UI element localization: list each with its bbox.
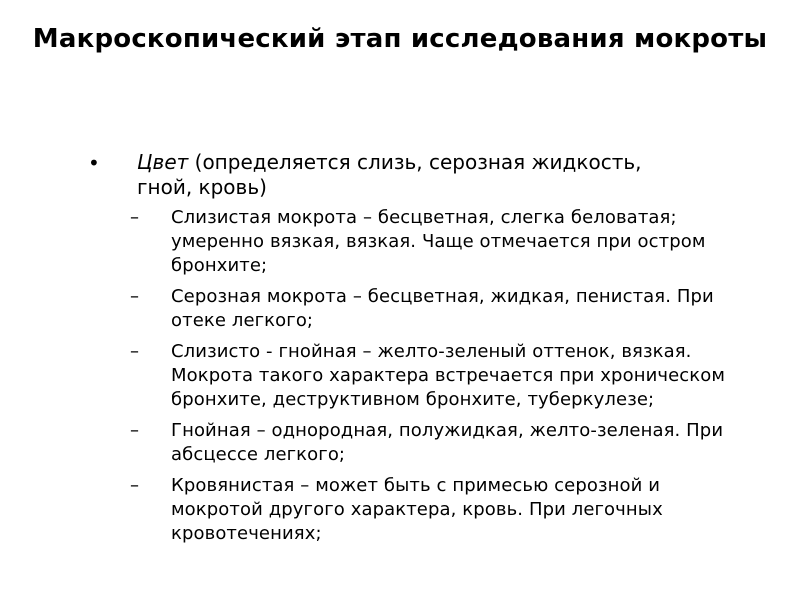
list-item-text: Слизистая мокрота – бесцветная, слегка беловатая; умеренно вязкая, вязкая. Чаще отмечается при остром бронхите;	[171, 207, 706, 276]
bullet-rest: (определяется слизь, серозная жидкость, гной, кровь)	[137, 150, 642, 199]
list-item	[0, 419, 800, 467]
list-item-text: Слизисто - гнойная – желто-зеленый оттенок, вязкая. Мокрота такого характера встречается при хроническом бронхите, деструктивном бронхите, туберкулезе;	[171, 341, 726, 410]
bullet-label: Цвет	[137, 150, 189, 174]
dash-marker: –	[130, 420, 139, 441]
dash-marker: –	[130, 207, 139, 228]
list-item	[0, 206, 800, 278]
list-item	[0, 340, 800, 412]
list-item-text: Гнойная – однородная, полужидкая, желто-зеленая. При абсцессе легкого;	[171, 420, 724, 465]
bullet-marker: •	[88, 151, 100, 175]
list-item-text: Серозная мокрота – бесцветная, жидкая, пенистая. При отеке легкого;	[171, 286, 714, 331]
bullet-color	[137, 150, 697, 200]
list-item-text: Кровянистая – может быть с примесью серозной и мокротой другого характера, кровь. При легочных кровотечениях;	[171, 475, 663, 544]
list-item	[0, 474, 800, 546]
dash-marker: –	[130, 475, 139, 496]
dash-marker: –	[130, 286, 139, 307]
slide-title: Макроскопический этап исследования мокроты	[32, 24, 768, 54]
dash-marker: –	[130, 341, 139, 362]
sputum-types-list	[0, 206, 800, 553]
list-item	[0, 285, 800, 333]
